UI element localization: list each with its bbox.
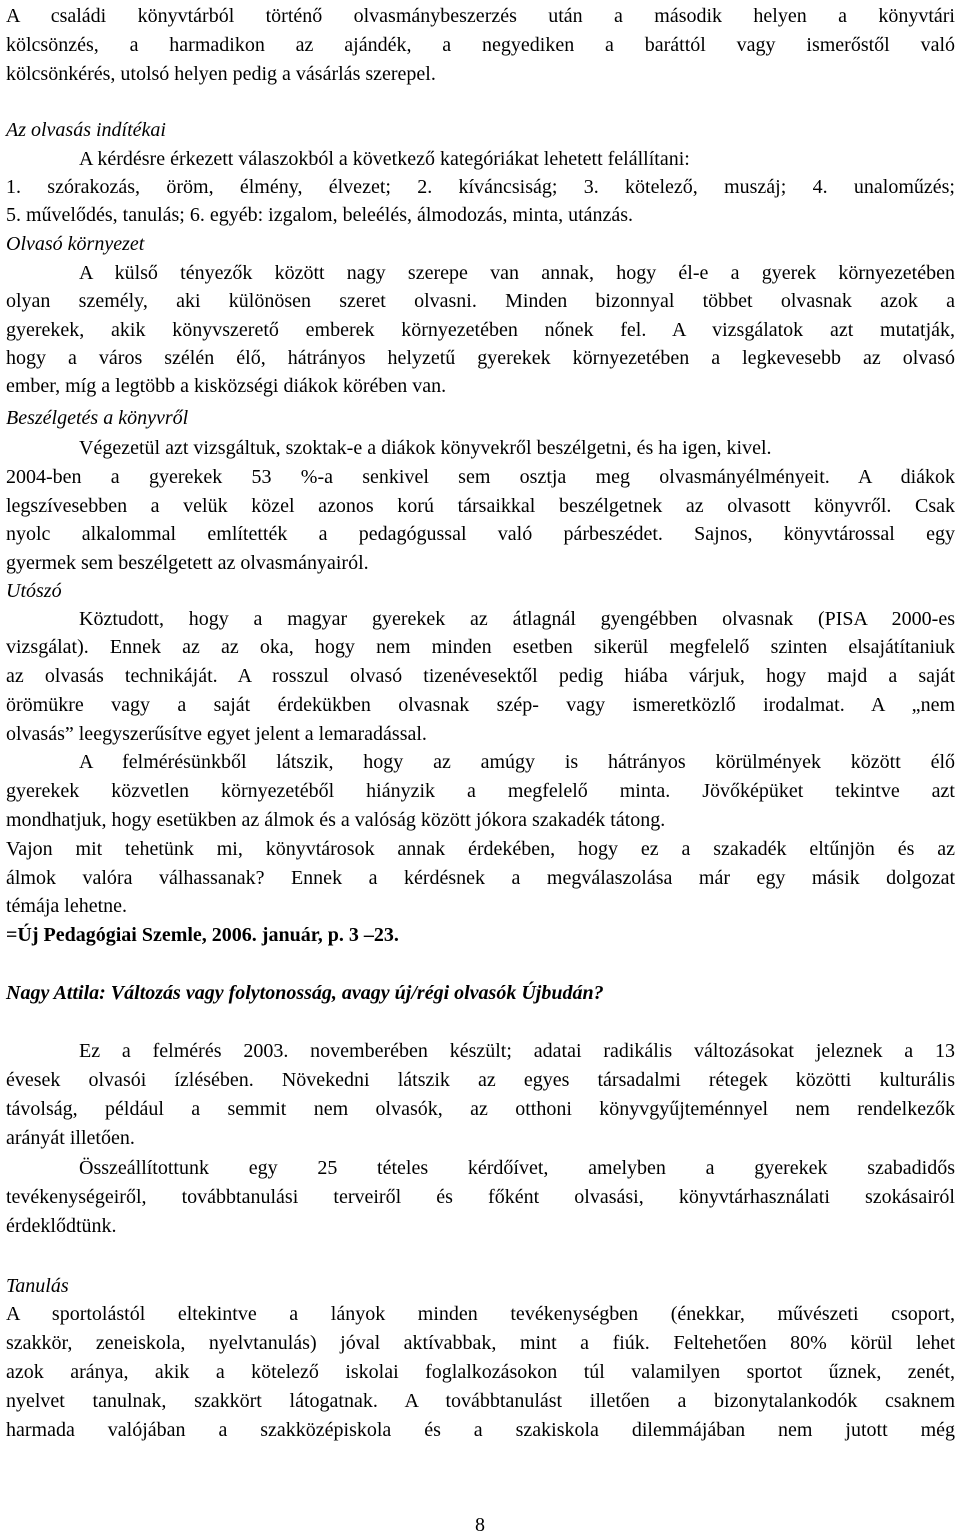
page-number: 8 [475, 1514, 485, 1536]
text-line: 1. szórakozás, öröm, élmény, élvezet; 2. kíváncsiság; 3. kötelező, muszáj; 4. unaloműzés; [6, 176, 955, 198]
text-line: olvasás” leegyszerűsítve egyet jelent a lemaradással. [6, 723, 427, 745]
text-line: kölcsönzés, a harmadikon az ajándék, a negyediken a baráttól vagy ismerőstől való [6, 34, 955, 56]
article-title: Nagy Attila: Változás vagy folytonosság, avagy új/régi olvasók Újbudán? [6, 982, 604, 1004]
text-line: gyerekek, akik könyvszerető emberek környezetében nőnek fel. A vizsgálatok azt mutatják, [6, 319, 955, 341]
text-line: Vajon mit tehetünk mi, könyvtárosok annak érdekében, hogy ez a szakadék eltűnjön és az [6, 838, 955, 860]
text-line: A külső tényezők között nagy szerepe van annak, hogy él-e a gyerek környezetében [79, 262, 955, 284]
citation: =Új Pedagógiai Szemle, 2006. január, p. 3 –23. [6, 924, 399, 946]
text-line: 2004-ben a gyerekek 53 %-a senkivel sem osztja meg olvasmányélményeit. A diákok [6, 466, 955, 488]
text-line: nyelvet tanulnak, szakkört látogatnak. A továbbtanulást illetően a bizonytalankodók csaknem [6, 1390, 955, 1412]
text-line: legszívesebben a velük közel azonos korú társaikkal beszélgetnek az olvasott könyvről. Csak [6, 495, 955, 517]
text-line: évesek olvasói ízlésében. Növekedni látszik az egyes társadalmi rétegek közötti kulturális [6, 1069, 955, 1091]
text-line: A felmérésünkből látszik, hogy az amúgy is hátrányos körülmények között élő [79, 751, 955, 773]
text-line: kölcsönkérés, utolsó helyen pedig a vásárlás szerepel. [6, 63, 436, 85]
text-line: ember, míg a legtöbb a kisközségi diákok körében van. [6, 375, 447, 397]
text-line: azok aránya, akik a kötelező iskolai foglalkozásokon túl valamilyen sportot űznek, zenét, [6, 1361, 955, 1383]
text-line: álmok valóra válhassanak? Ennek a kérdésnek a megválaszolása már egy másik dolgozat [6, 867, 955, 889]
text-line: gyerekek közvetlen környezetéből hiányzik a megfelelő minta. Jövőképüket tekintve azt [6, 780, 955, 802]
text-line: témája lehetne. [6, 895, 128, 917]
section-heading-beszelgetes: Beszélgetés a könyvről [6, 407, 189, 429]
text-line: mondhatjuk, hogy esetükben az álmok és a valóság között jókora szakadék tátong. [6, 809, 666, 831]
text-line: érdeklődtünk. [6, 1215, 117, 1237]
text-line: Végezetül azt vizsgáltuk, szoktak-e a diákok könyvekről beszélgetni, és ha igen, kivel. [79, 437, 772, 459]
text-line: hogy a város szélén élő, hátrányos helyzetű gyerekek környezetében a legkevesebb az olvasó [6, 347, 955, 369]
section-heading-utoszo: Utószó [6, 580, 62, 602]
section-heading-olvasas-inditekai: Az olvasás indítékai [6, 119, 166, 141]
text-line: A sportolástól eltekintve a lányok minden tevékenységben (énekkar, művészeti csoport, [6, 1303, 955, 1325]
text-line: Köztudott, hogy a magyar gyerekek az átlagnál gyengébben olvasnak (PISA 2000-es [79, 608, 955, 630]
text-line: nyolc alkalommal említették a pedagógussal való párbeszédet. Sajnos, könyvtárossal egy [6, 523, 955, 545]
text-line: távolság, például a semmit nem olvasók, az otthoni könyvgyűjteménnyel nem rendelkezők [6, 1098, 955, 1120]
text-line: 5. művelődés, tanulás; 6. egyéb: izgalom, beleélés, álmodozás, minta, utánzás. [6, 204, 634, 226]
section-heading-olvaso-kornyezet: Olvasó környezet [6, 233, 145, 255]
text-line: örömükre vagy a saját érdekükben olvasnak szép- vagy ismeretközlő irodalmat. A „nem [6, 694, 955, 716]
text-line: vizsgálat). Ennek az az oka, hogy nem minden esetben sikerül megfelelő szinten elsajátítaniuk [6, 636, 955, 658]
text-line: tevékenységeiről, továbbtanulási terveiről és főként olvasási, könyvtárhasználati szokásairól [6, 1186, 955, 1208]
text-line: A kérdésre érkezett válaszokból a következő kategóriákat lehetett felállítani: [79, 148, 690, 170]
text-line: az olvasás technikáját. A rosszul olvasó tizenévesektől pedig hiába várjuk, hogy majd a saját [6, 665, 955, 687]
section-heading-tanulas: Tanulás [6, 1275, 69, 1297]
text-line: olyan személy, aki különösen szeret olvasni. Minden bizonnyal többet olvasnak azok a [6, 290, 955, 312]
text-line: A családi könyvtárból történő olvasmánybeszerzés után a második helyen a könyvtári [6, 5, 955, 27]
text-line: gyermek sem beszélgetett az olvasmányairól. [6, 552, 369, 574]
text-line: Ez a felmérés 2003. novemberében készült; adatai radikális változásokat jeleznek a 13 [79, 1040, 955, 1062]
text-line: harmada valójában a szakközépiskola és a szakiskola dilemmájában nem jutott még [6, 1419, 955, 1441]
text-line: Összeállítottunk egy 25 tételes kérdőívet, amelyben a gyerekek szabadidős [79, 1157, 955, 1179]
text-line: arányát illetően. [6, 1127, 135, 1149]
text-line: szakkör, zeneiskola, nyelvtanulás) jóval aktívabbak, mint a fiúk. Feltehetően 80% körül lehet [6, 1332, 955, 1354]
